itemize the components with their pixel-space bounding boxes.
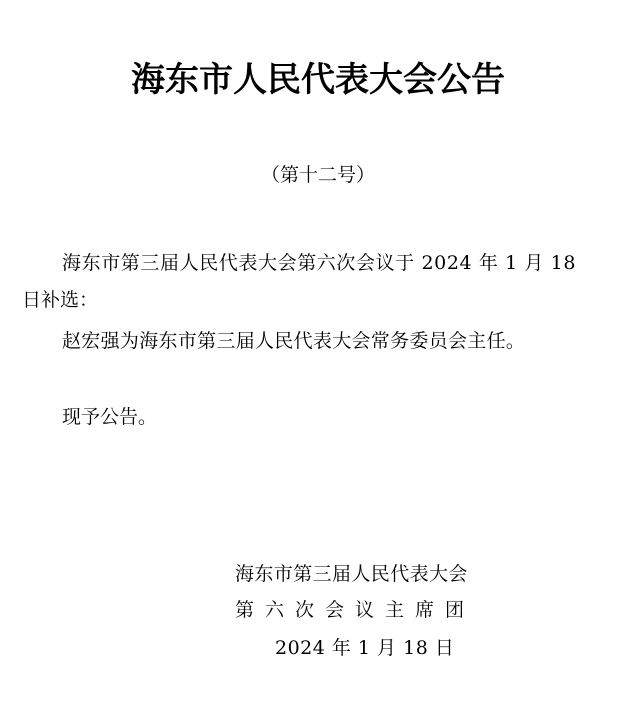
paragraph-2: 赵宏强为海东市第三届人民代表大会常务委员会主任。 [62, 330, 526, 352]
announcement-number: （第十二号） [260, 164, 375, 186]
signature-presidium: 第六次会议主席团 [235, 599, 476, 621]
paragraph-1-line-1: 海东市第三届人民代表大会第六次会议于 2024 年 1 月 18 [62, 252, 577, 274]
document-title: 海东市人民代表大会公告 [131, 60, 505, 100]
signature-date: 2024 年 1 月 18 日 [275, 637, 455, 659]
paragraph-1-line-2: 日补选： [22, 289, 99, 311]
paragraph-3: 现予公告。 [62, 406, 158, 428]
signature-organization: 海东市第三届人民代表大会 [235, 563, 468, 585]
